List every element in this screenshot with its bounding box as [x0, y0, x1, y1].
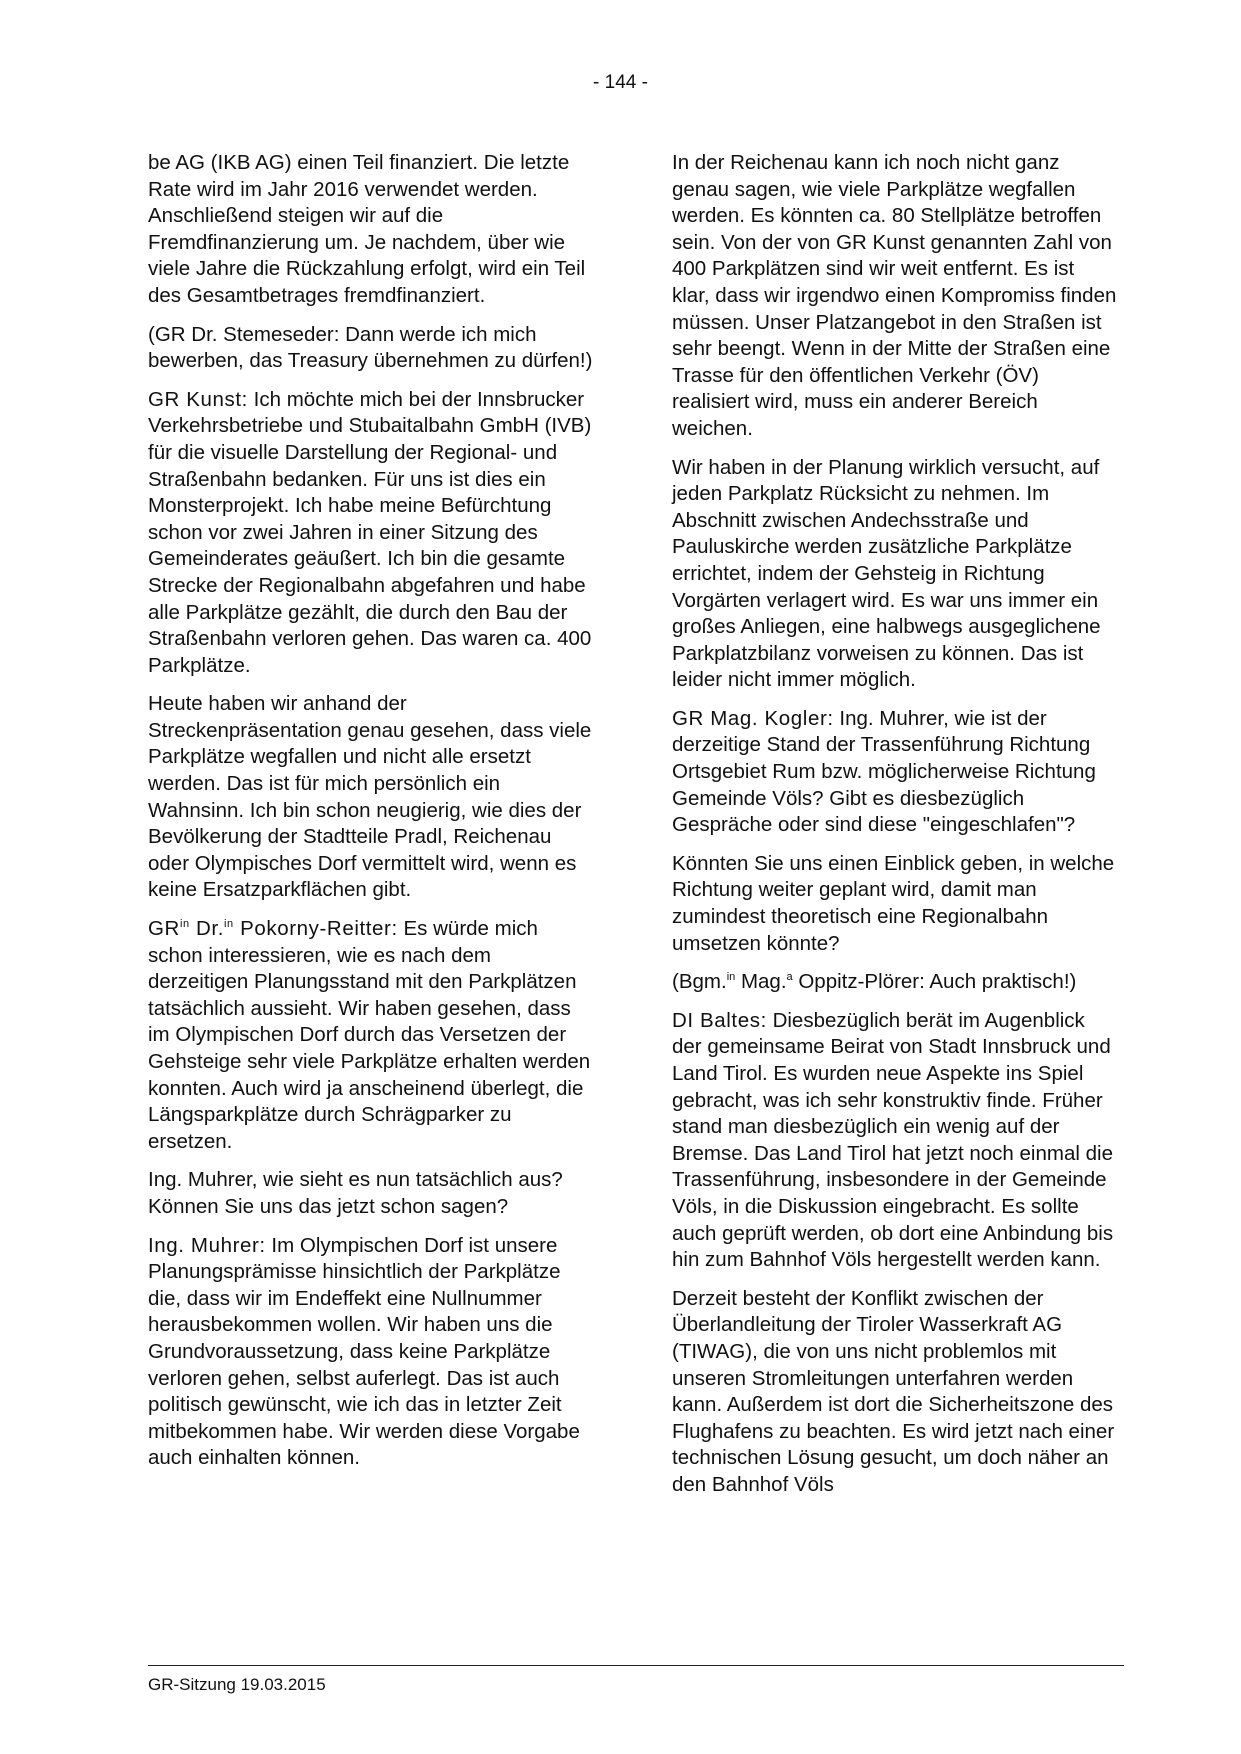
- paragraph-oppitz-ploerer-remark: [672, 969, 1117, 996]
- speaker-name: GR Mag. Kogler:: [672, 706, 834, 730]
- speaker-name: DI Baltes:: [672, 1008, 767, 1032]
- footer-session-date: GR-Sitzung 19.03.2015: [148, 1675, 326, 1694]
- superscript: a: [786, 971, 793, 984]
- paragraph-pokorny-reitter: [148, 916, 593, 1155]
- page-number: - 144 -: [593, 72, 648, 93]
- paragraph-kogler: [672, 706, 1117, 839]
- speech-text: Es würde mich schon interessieren, wie es nach dem derzeitigen Planungsstand mit den Parkplätzen tatsächlich aussieht. Wir haben gesehen, dass im Olympischen Dorf durch das Versetzen der Gehsteige sehr viele Parkplätze erhalten werden konnten. Auch wird ja anscheinend überlegt, die Längsparkplätze durch Schrägparker zu ersetzen.: [148, 917, 591, 1153]
- paragraph-konflikt-tiwag: Derzeit besteht der Konflikt zwischen der Überlandleitung der Tiroler Wasserkraft AG (TIWAG), die von uns nicht problemlos mit unseren Stromleitungen unterfahren werden kann. Außerdem ist dort die Sicherheitszone des Flughafens zu beachten. Es wird jetzt nach einer technischen Lösung gesucht, um doch näher an den Bahnhof Völs: [672, 1286, 1115, 1496]
- superscript: in: [224, 918, 234, 931]
- left-column: [148, 150, 593, 1484]
- speech-text: Im Olympischen Dorf ist unsere Planungsprämisse hinsichtlich der Parkplätze die, dass wir im Endeffekt eine Nullnummer herausbekommen wollen. Wir haben uns die Grundvoraussetzung, dass keine Parkplätze verloren gehen, selbst auferlegt. Das ist auch politisch gewünscht, wie ich das in letzter Zeit mitbekommen habe. Wir werden diese Vorgabe auch einhalten können.: [148, 1233, 580, 1470]
- paragraph-baltes: [672, 1008, 1117, 1274]
- paragraph-planung: Wir haben in der Planung wirklich versucht, auf jeden Parkplatz Rücksicht zu nehmen. Im Abschnitt zwischen Andechsstraße und Pauluskirche werden zusätzliche Parkplätze errichtet, indem der Gehsteig in Richtung Vorgärten verlagert wird. Es war uns immer ein großes Anliegen, eine halbwegs ausgeglichene Parkplatzbilanz vorweisen zu können. Das ist leider nicht immer möglich.: [672, 455, 1101, 692]
- speech-text: Ich möchte mich bei der Innsbrucker Verkehrsbetriebe und Stubaitalbahn GmbH (IVB) für die visuelle Darstellung der Regional- und Straßenbahn bedanken. Für uns ist dies ein Monsterprojekt. Ich habe meine Befürchtung schon vor zwei Jahren in einer Sitzung des Gemeinderates geäußert. Ich bin die gesamte Strecke der Regionalbahn abgefahren und habe alle Parkplätze gezählt, die durch den Bau der Straßenbahn verloren gehen. Das waren ca. 400 Parkplätze.: [148, 387, 592, 677]
- right-column: [672, 150, 1117, 1511]
- speaker-name: Ing. Muhrer:: [148, 1233, 266, 1257]
- paragraph-financing: be AG (IKB AG) einen Teil finanziert. Die letzte Rate wird im Jahr 2016 verwendet werden. Anschließend steigen wir auf die Fremdfinanzierung um. Je nachdem, über wie viele Jahre die Rückzahlung erfolgt, wird ein Teil des Gesamtbetrages fremdfinanziert.: [148, 151, 586, 307]
- speaker-title-gr: GR: [148, 917, 180, 941]
- paragraph-question-muhrer: Ing. Muhrer, wie sieht es nun tatsächlich aus? Können Sie uns das jetzt schon sagen?: [148, 1168, 563, 1218]
- footer-divider: [148, 1665, 1124, 1666]
- speech-text: Ing. Muhrer, wie ist der derzeitige Stand der Trassenführung Richtung Ortsgebiet Rum bzw. möglicherweise Richtung Gemeinde Völs? Gibt es diesbezüglich Gespräche oder sind diese "eingeschlafen"?: [672, 706, 1096, 837]
- paragraph-stemeseder-remark: (GR Dr. Stemeseder: Dann werde ich mich bewerben, das Treasury übernehmen zu dürfen!): [148, 322, 593, 373]
- paragraph-muhrer: [148, 1233, 593, 1472]
- speech-text: Diesbezüglich berät im Augenblick der gemeinsame Beirat von Stadt Innsbruck und Land Tirol. Es wurden neue Aspekte ins Spiel gebracht, was ich sehr konstruktiv finde. Früher stand man diesbezüglich ein wenig auf der Bremse. Das Land Tirol hat jetzt noch einmal die Trassenführung, insbesondere in der Gemeinde Völs, in die Diskussion eingebracht. Es sollte auch geprüft werden, ob dort eine Anbindung bis hin zum Bahnhof Völs hergestellt werden kann.: [672, 1008, 1114, 1272]
- superscript: in: [726, 971, 736, 984]
- paragraph-reichenau: In der Reichenau kann ich noch nicht ganz genau sagen, wie viele Parkplätze wegfallen werden. Es könnten ca. 80 Stellplätze betroffen sein. Von der von GR Kunst genannten Zahl von 400 Parkplätzen sind wir weit entfernt. Es ist klar, dass wir irgendwo einen Kompromiss finden müssen. Unser Platzangebot in den Straßen ist sehr beengt. Wenn in der Mitte der Straßen eine Trasse für den öffentlichen Verkehr (ÖV) realisiert wird, muss ein anderer Bereich weichen.: [672, 151, 1117, 440]
- paragraph-streckenpraesentation: Heute haben wir anhand der Streckenpräsentation genau gesehen, dass viele Parkplätze wegfallen und nicht alle ersetzt werden. Das ist für mich persönlich ein Wahnsinn. Ich bin schon neugierig, wie dies der Bevölkerung der Stadtteile Pradl, Reichenau oder Olympisches Dorf vermittelt wird, wenn es keine Ersatzparkflächen gibt.: [148, 692, 592, 902]
- speaker-name: GR Kunst:: [148, 387, 248, 411]
- remark-open: (Bgm.: [672, 970, 727, 994]
- speaker-title-dr: Dr.: [196, 917, 225, 941]
- paragraph-einblick: Könnten Sie uns einen Einblick geben, in welche Richtung weiter geplant wird, damit man zumindest theoretisch eine Regionalbahn umsetzen könnte?: [672, 851, 1115, 955]
- paragraph-kunst: [148, 387, 593, 680]
- remark-title: Mag.: [740, 970, 787, 994]
- superscript: in: [179, 918, 190, 931]
- speaker-surname: Pokorny-Reitter:: [240, 917, 398, 941]
- remark-text: Oppitz-Plörer: Auch praktisch!): [798, 970, 1077, 994]
- speaker-name: [148, 917, 398, 940]
